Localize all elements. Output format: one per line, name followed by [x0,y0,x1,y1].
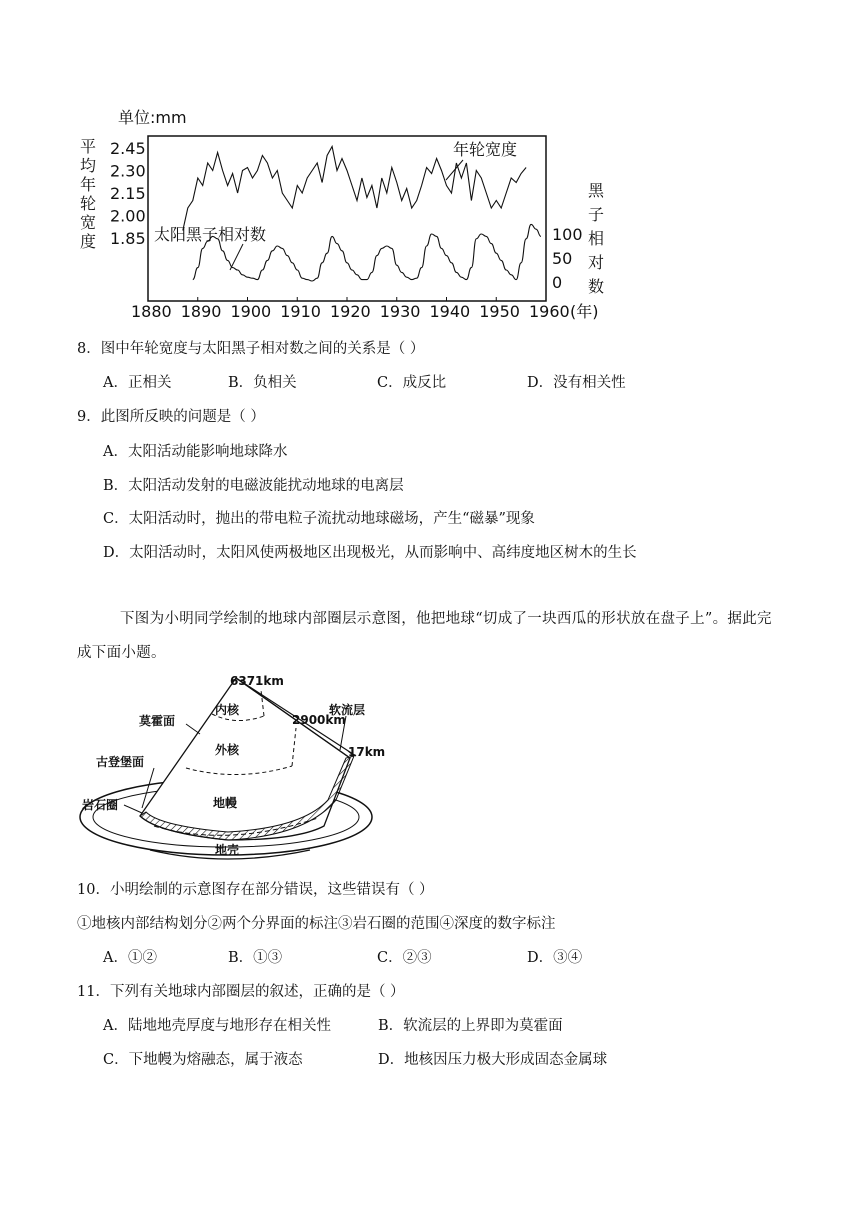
x-tick-label: 1960 [529,302,570,321]
left-tick-label: 2.00 [110,206,146,226]
label-2900km: 2900km [292,713,346,727]
question-10-stem: 10．小明绘制的示意图存在部分错误，这些错误有（ ） [77,882,434,898]
passage-line-2: 成下面小题。 [77,645,166,661]
right-tick-label: 50 [552,249,573,268]
label-outer-core: 外核 [215,743,240,757]
right-tick-label: 100 [552,225,583,244]
chart-unit-label: 单位:mm [118,108,187,127]
question-10-option-b[interactable]: B．①③ [228,950,283,966]
chart-ylabel-right-char: 子 [588,205,605,224]
question-11-option-d[interactable]: D．地核因压力极大形成固态金属球 [378,1052,608,1068]
series-label-tree-ring: 年轮宽度 [453,140,518,159]
question-9-stem: 9．此图所反映的问题是（ ） [77,409,265,425]
moho-leader [186,724,200,734]
chart-ylabel-right-char: 数 [588,277,605,296]
x-axis-unit: (年) [570,302,599,321]
passage-line-1: 下图为小明同学绘制的地球内部圈层示意图，他把地球“切成了一块西瓜的形状放在盘子上”。据此完 [120,611,772,627]
chart-ylabel-left-char: 宽 [80,213,97,232]
chart-ylabel-left [80,137,96,251]
label-lithosphere: 岩石圈 [82,798,119,812]
chart-frame [148,136,546,301]
series-label-sunspot-leader [230,244,243,270]
question-10-option-d[interactable]: D．③④ [527,950,583,966]
question-11-option-b[interactable]: B．软流层的上界即为莫霍面 [378,1018,563,1034]
label-inner-core: 内核 [215,703,240,717]
question-11-stem: 11．下列有关地球内部圈层的叙述，正确的是（ ） [77,984,405,1000]
question-10-statement: ①地核内部结构划分②两个分界面的标注③岩石圈的范围④深度的数字标注 [77,916,556,932]
x-tick-label: 1930 [379,302,421,321]
question-10-option-a[interactable]: A．①② [103,950,157,966]
question-11-option-c[interactable]: C．下地幔为熔融态，属于液态 [103,1052,303,1068]
lithosphere-leader [124,805,142,813]
question-9-option-a[interactable]: A．太阳活动能影响地球降水 [103,444,288,460]
label-asthenosphere: 软流层 [329,703,366,717]
question-9-option-c[interactable]: C．太阳活动时，抛出的带电粒子流扰动地球磁场，产生“磁暴”现象 [103,511,535,527]
question-8-option-b[interactable]: B．负相关 [228,375,297,391]
question-10-option-c[interactable]: C．②③ [377,950,432,966]
x-tick-label: 1940 [429,302,471,321]
chart-ylabel-left-char: 轮 [80,194,97,213]
left-tick-label: 2.15 [110,184,146,203]
sunspot-tree-ring-chart [78,100,638,330]
chart-ylabel-left-char: 年 [80,175,97,194]
chart-ylabel-right-char: 黑 [588,181,605,200]
label-17km: 17km [348,745,386,759]
chart-ylabel-right [588,181,605,296]
chart-ylabel-left-char: 度 [80,232,97,251]
label-gutenberg: 古登堡面 [96,755,145,769]
left-tick-label: 1.85 [110,229,146,248]
chart-ylabel-left-char: 均 [80,156,97,175]
question-8-option-a[interactable]: A．正相关 [103,375,172,391]
x-tick-label: 1920 [330,302,371,321]
x-tick-label: 1890 [180,302,222,321]
chart-ylabel-left-char: 平 [80,137,97,156]
series-label-sunspot: 太阳黑子相对数 [154,225,267,244]
label-crust: 地壳 [215,843,240,857]
question-9-option-b[interactable]: B．太阳活动发射的电磁波能扰动地球的电离层 [103,478,404,494]
question-11-option-a[interactable]: A．陆地地壳厚度与地形存在相关性 [103,1018,331,1034]
label-moho: 莫霍面 [139,714,176,728]
question-8-option-c[interactable]: C．成反比 [377,375,447,391]
question-9-option-d[interactable]: D．太阳活动时，太阳风使两极地区出现极光，从而影响中、高纬度地区树木的生长 [103,545,637,561]
left-tick-label: 2.45 [110,139,146,158]
label-mantle: 地幔 [213,796,238,810]
right-tick-label: 0 [552,273,563,292]
chart-ylabel-right-char: 对 [588,253,605,272]
label-6371km: 6371km [230,674,284,688]
left-tick-label: 2.30 [110,161,146,181]
question-8-option-d[interactable]: D．没有相关性 [527,375,626,391]
x-tick-label: 1900 [230,302,272,321]
x-tick-label: 1950 [479,302,520,321]
x-tick-label: 1910 [280,302,321,321]
x-tick-label: 1880 [131,302,172,321]
earth-interior-diagram [78,668,388,868]
chart-ylabel-right-char: 相 [588,229,605,248]
series-line-tree-ring [183,147,526,231]
question-8-stem: 8．图中年轮宽度与太阳黑子相对数之间的关系是（ ） [77,341,425,357]
